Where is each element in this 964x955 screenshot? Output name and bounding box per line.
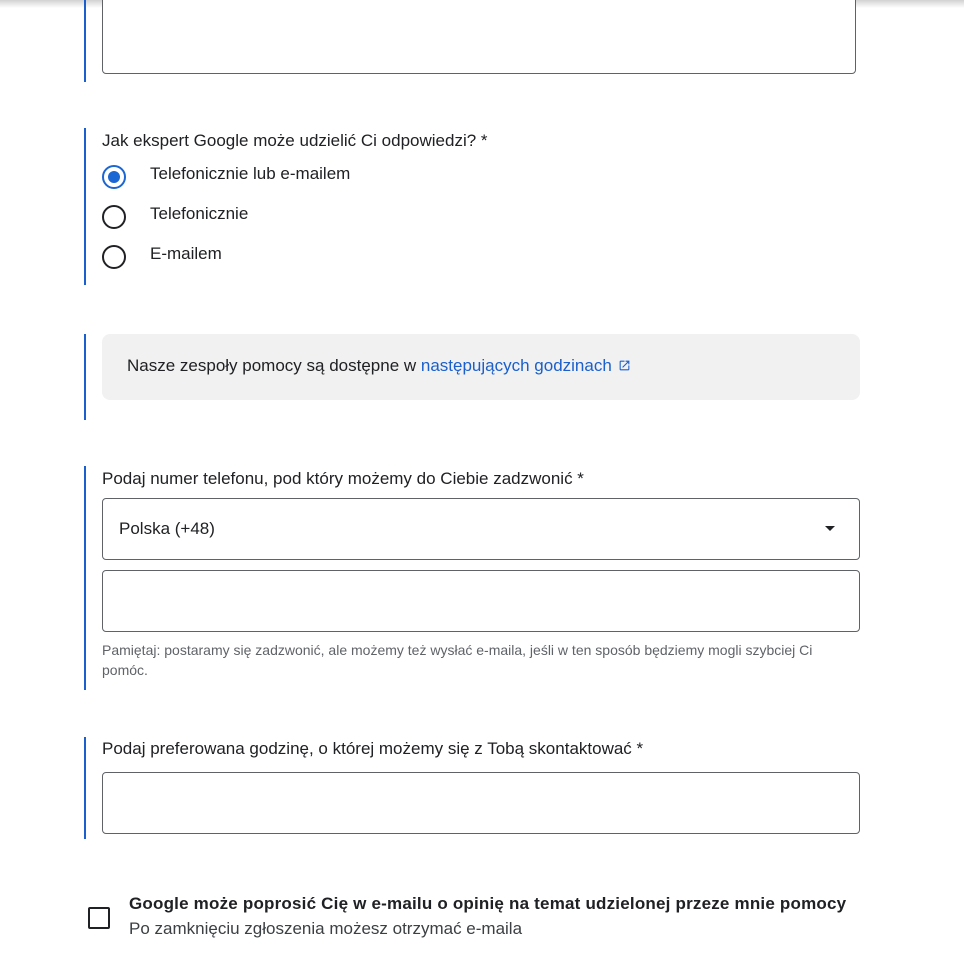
radio-button[interactable] (102, 245, 126, 269)
feedback-consent-subtitle: Po zamknięciu zgłoszenia możesz otrzymać e-maila (129, 919, 523, 938)
info-box (102, 334, 860, 400)
info-text (127, 356, 631, 376)
country-code-value: Polska (+48) (119, 519, 215, 538)
contact-method-section (84, 128, 488, 285)
radio-label: Telefonicznie lub e-mailem (150, 164, 351, 183)
radio-label: Telefonicznie (150, 204, 249, 223)
preferred-time-input[interactable] (102, 772, 860, 834)
feedback-consent-checkbox[interactable] (88, 907, 110, 929)
info-text-prefix: Nasze zespoły pomocy są dostępne w (127, 356, 421, 375)
radio-button[interactable] (102, 205, 126, 229)
feedback-consent-title: Google może poprosić Cię w e-mailu o opinię na temat udzielonej przeze mnie pomocy (129, 894, 847, 913)
radio-option-phone[interactable] (102, 204, 502, 230)
radio-option-phone-or-email[interactable] (102, 164, 502, 190)
support-hours-link[interactable] (421, 356, 631, 375)
description-section (84, 0, 86, 82)
phone-question: Podaj numer telefonu, pod który możemy do Ciebie zadzwonić * (102, 469, 584, 488)
preferred-time-question: Podaj preferowana godzinę, o której możemy się z Tobą skontaktować * (102, 739, 644, 758)
phone-number-input[interactable] (102, 570, 860, 632)
preferred-time-section (84, 737, 644, 839)
external-link-icon (618, 359, 631, 372)
phone-section (84, 466, 813, 690)
phone-hint: Pamiętaj: postaramy się zadzwonić, ale możemy też wysłać e-maila, jeśli w ten sposób będziemy mogli szybciej Ci pomóc. (102, 642, 813, 678)
description-textarea[interactable] (102, 0, 856, 74)
radio-button-selected[interactable] (102, 165, 126, 189)
radio-option-email[interactable] (102, 244, 502, 270)
radio-label: E-mailem (150, 244, 222, 263)
support-hours-link-text[interactable]: następujących godzinach (420, 356, 612, 375)
dropdown-arrow-icon[interactable] (825, 526, 835, 531)
contact-method-question: Jak ekspert Google może udzielić Ci odpowiedzi? * (102, 131, 488, 150)
feedback-consent-row (88, 893, 888, 943)
support-hours-section (84, 334, 612, 420)
country-code-select[interactable] (102, 498, 860, 560)
